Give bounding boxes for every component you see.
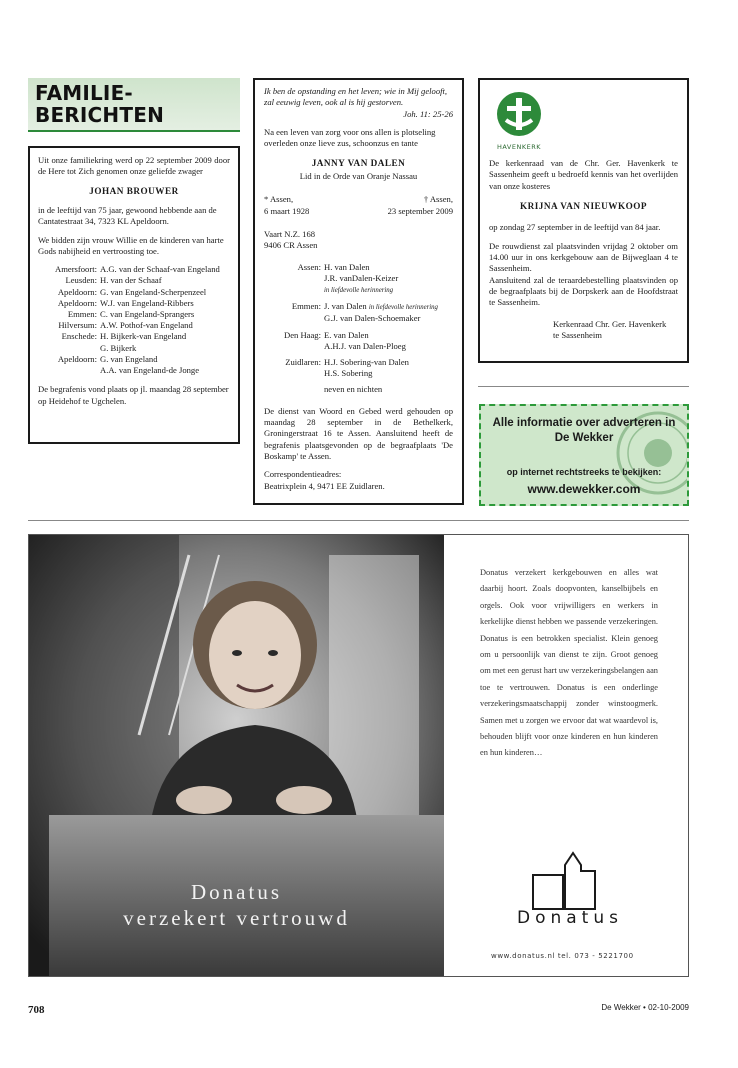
- notice-service: De dienst van Woord en Gebed werd gehouden op maandag 28 september in de Bethelkerk, Groningerstraat 16 te Assen. Aansluitend heeft de begrafenis plaatsgevonden op de begraafplaats 'De Boskamp' te Assen.: [264, 405, 453, 461]
- family-place: Apeldoorn:: [57, 297, 97, 308]
- notice-funeral: De begrafenis vond plaats op jl. maandag 28 september op Heidehof te Ugchelen.: [38, 384, 229, 406]
- family-names: H.S. Sobering: [324, 368, 373, 379]
- family-place: Assen:: [297, 261, 321, 272]
- dates-row-labels: [264, 194, 453, 205]
- havenkerk-logo-icon: [489, 88, 549, 140]
- section-title: [35, 82, 164, 126]
- family-row: [38, 264, 220, 275]
- family-row: [264, 284, 438, 296]
- family-place: [264, 313, 324, 324]
- born-label: * Assen,: [264, 194, 294, 205]
- deceased-honour: Lid in de Orde van Oranje Nassau: [299, 170, 418, 181]
- family-row: [38, 354, 220, 365]
- family-names: W.J. van Engeland-Ribbers: [100, 297, 194, 308]
- notice-intro: Uit onze familiekring werd op 22 september 2009 door de Here tot Zich genomen onze geliefde zwager: [38, 155, 230, 177]
- notice-intro: Na een leven van zorg voor ons allen is plotseling overleden onze lieve zus, schoonzus en tante: [264, 127, 436, 149]
- ad-line3: op internet rechtstreeks te bekijken:: [506, 467, 662, 477]
- family-place: [264, 341, 324, 352]
- deceased-name: JOHAN BROUWER: [89, 185, 179, 196]
- donatus-slogan-line2: verzekert vertrouwd: [123, 906, 350, 930]
- family-names: G.J. van Dalen-Schoemaker: [324, 313, 421, 324]
- deceased-name: JANNY VAN DALEN: [311, 157, 406, 168]
- family-names: A.G. van der Schaaf-van Engeland: [100, 264, 220, 275]
- notice-krijna-van-nieuwkoop: [478, 78, 689, 363]
- signature-line1: Kerkenraad Chr. Ger. Havenkerk: [553, 318, 667, 329]
- died-label: † Assen,: [423, 194, 453, 205]
- notice-age-text: op zondag 27 september in de leeftijd van 84 jaar.: [489, 222, 661, 233]
- family-place: [38, 365, 100, 376]
- family-place: Leusden:: [65, 275, 97, 286]
- correspondence-label: Correspondentieadres:: [264, 469, 342, 480]
- family-place: Emmen:: [291, 301, 321, 312]
- section-divider: [28, 520, 689, 521]
- bible-quote-ref: Joh. 11: 25-26: [403, 108, 453, 119]
- family-place: Hilversum:: [58, 320, 97, 331]
- nephews-nieces: neven en nichten: [324, 384, 383, 395]
- family-place: [264, 273, 324, 284]
- family-names: G. van Engeland: [100, 353, 158, 364]
- family-place: [264, 368, 324, 379]
- dates-row: [264, 206, 453, 217]
- family-names: C. van Engeland-Sprangers: [100, 309, 195, 320]
- family-names: A.W. Pothof-van Engeland: [100, 320, 193, 331]
- address-line2: 9406 CR Assen: [264, 240, 318, 251]
- family-row: [38, 309, 220, 320]
- family-place: Zuidlaren:: [285, 357, 321, 367]
- ad-url-link[interactable]: www.dewekker.com: [527, 482, 641, 496]
- ad-headline: [481, 416, 687, 446]
- havenkerk-logo-text: HAVENKERK: [497, 143, 541, 152]
- family-row: [38, 331, 220, 342]
- family-place: Apeldoorn:: [57, 286, 97, 297]
- donatus-advertisement: [28, 534, 689, 977]
- notice-burial: Aansluitend zal de teraardebestelling plaatsvinden op de begraafplaats bij de Dorpskerk aan de Hoofdstraat te Sassenheim.: [489, 274, 678, 308]
- bible-quote: Ik ben de opstanding en het leven; wie in Mij gelooft, zal eeuwig leven, ook al is hij gestorven.: [264, 86, 448, 108]
- family-row: [264, 325, 438, 341]
- family-names: G. Bijkerk: [100, 342, 137, 353]
- section-title-line1: FAMILIE-: [35, 81, 133, 105]
- notice-age-text: in de leeftijd van 75 jaar, gewoond hebbende aan de Cantatestraat 34, 7323 KL Apeldoorn.: [38, 204, 217, 227]
- family-row: [264, 352, 438, 368]
- family-list: [264, 262, 438, 396]
- child-photo: [29, 535, 444, 976]
- family-names: G. van Engeland-Scherpenzeel: [100, 286, 207, 297]
- family-row: [264, 368, 438, 379]
- ad-line2: De Wekker: [554, 432, 614, 444]
- notice-service: De rouwdienst zal plaatsvinden vrijdag 2 oktober om 14.00 uur in ons kerkgebouw aan de Bijweglaan 4 te Sassenheim.: [489, 240, 678, 274]
- notice-janny-van-dalen: [253, 78, 464, 505]
- family-row: [264, 273, 438, 284]
- notice-prayer: We bidden zijn vrouw Willie en de kinderen van harte Gods nabijheid en vertroosting toe.: [38, 234, 224, 256]
- deceased-name: KRIJNA VAN NIEUWKOOP: [519, 201, 648, 212]
- signature-line2: te Sassenheim: [553, 329, 602, 340]
- family-names: J. van Dalen: [324, 301, 367, 312]
- notice-intro: De kerkenraad van de Chr. Ger. Havenkerk te Sassenheim geeft u bedroefd kennis van het overlijden van onze kosteres: [489, 158, 678, 191]
- family-place: Apeldoorn:: [57, 353, 97, 364]
- family-row: [264, 341, 438, 352]
- family-note: in liefdevolle herinnering: [368, 304, 438, 312]
- family-names: J.R. vanDalen-Keizer: [324, 272, 399, 283]
- family-place: [38, 343, 100, 354]
- died-date: 23 september 2009: [387, 205, 453, 216]
- family-names: H. Bijkerk-van Engeland: [100, 331, 187, 342]
- family-names: H. van der Schaaf: [100, 275, 162, 286]
- correspondence-address: Beatrixplein 4, 9471 EE Zuidlaren.: [264, 480, 385, 491]
- family-list: [38, 264, 220, 376]
- havenkerk-logo: [489, 88, 549, 150]
- family-place: Den Haag:: [284, 329, 321, 340]
- family-place: [264, 284, 324, 296]
- family-row: [38, 320, 220, 331]
- family-names: E. van Dalen: [324, 329, 369, 340]
- ad-line1: Alle informatie over adverteren in: [492, 417, 676, 429]
- donatus-contact[interactable]: www.donatus.nl tel. 073 - 5221700: [491, 952, 634, 960]
- familieberichten-header: [28, 78, 240, 132]
- advertising-info-box[interactable]: [479, 404, 689, 506]
- family-names: A.H.J. van Dalen-Ploeg: [324, 340, 406, 351]
- family-note: in liefdevolle herinnering: [324, 286, 394, 294]
- donatus-body-text: Donatus verzekert kerkgebouwen en alles wat daarbij hoort. Zoals doopvonten, kanselbijbels en orgels. Ook voor vrijwilligers en werkers in kerkelijke dienst hebben we passende verzekeringen. Donatus is een betrokken specialist. Klein genoeg om u persoonlijk van dienst te zijn. Groot genoeg om met een gerust hart uw verzekeringsbelangen aan toe te vertrouwen. Donatus is een onderlinge verzekeringsmaatschappij zonder winstoogmerk. Samen met u zorgen we ervoor dat wat waardevol is, behouden blijft voor onze kinderen en hun kinderen en hun kinderen…: [480, 568, 658, 758]
- family-names: H. van Dalen: [324, 261, 370, 272]
- family-row: [38, 365, 220, 376]
- family-row: [38, 287, 220, 298]
- family-place: Amersfoort:: [54, 264, 97, 275]
- family-place: Emmen:: [67, 309, 97, 320]
- family-row: [264, 313, 438, 324]
- family-names: H.J. Sobering-van Dalen: [324, 357, 409, 367]
- section-title-line2: BERICHTEN: [35, 103, 165, 127]
- family-row: [38, 275, 220, 286]
- born-date: 6 maart 1928: [264, 205, 310, 216]
- family-row: [264, 379, 438, 395]
- family-row: [264, 262, 438, 273]
- notice-johan-brouwer: [28, 146, 240, 444]
- page-number: 708: [28, 1004, 45, 1016]
- address-line1: Vaart N.Z. 168: [264, 228, 316, 239]
- donatus-brand: Donatus: [517, 908, 623, 928]
- issue-info: De Wekker • 02-10-2009: [601, 1003, 689, 1012]
- family-row: [38, 343, 220, 354]
- family-row: [38, 298, 220, 309]
- family-place: Enschede:: [61, 331, 97, 342]
- column-divider: [478, 386, 689, 387]
- donatus-logo-icon: [529, 845, 599, 915]
- family-names: A.A. van Engeland-de Jonge: [100, 365, 200, 376]
- donatus-slogan-line1: Donatus: [191, 880, 282, 904]
- family-row: [264, 296, 438, 313]
